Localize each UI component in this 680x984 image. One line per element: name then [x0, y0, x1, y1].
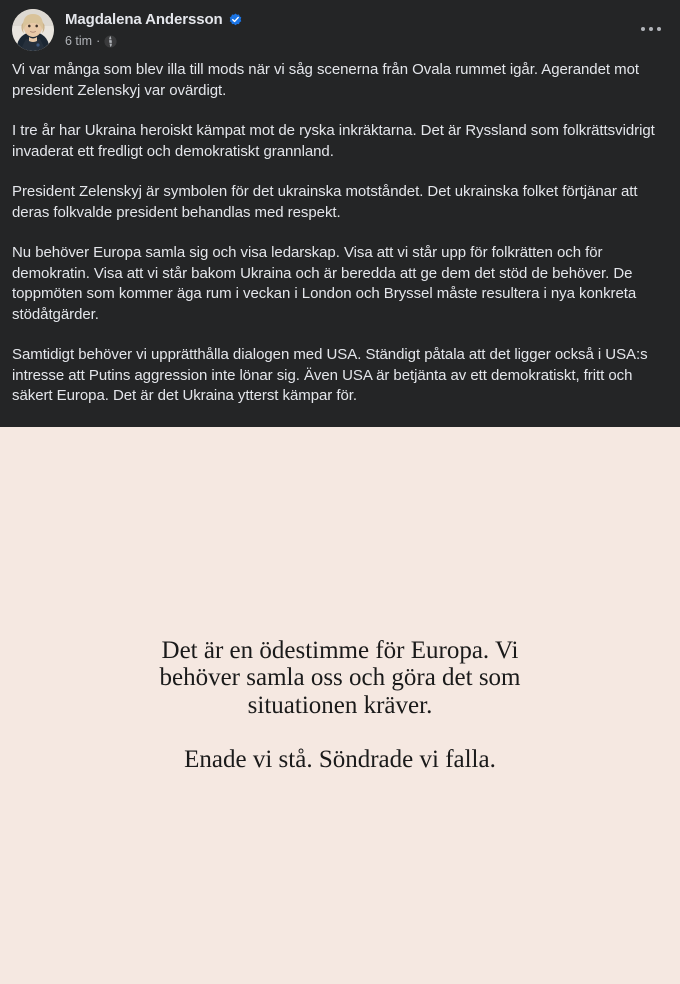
post-paragraph: President Zelenskyj är symbolen för det ukrainska motståndet. Det ukrainska folket förtjänar att deras folkvalde president behandlas med respekt. — [12, 183, 638, 221]
post-timestamp[interactable]: 6 tim — [65, 34, 93, 48]
author-name[interactable]: Magdalena Andersson — [65, 11, 223, 28]
post-paragraph: Nu behöver Europa samla sig och visa ledarskap. Visa att vi står upp för folkrätten och för demokratin. Visa att vi står bakom Ukraina och är beredda att ge dem det stöd de behöver. De toppmöten som kommer äga rum i veckan i London och Bryssel måste resultera i nya konkreta stödåtgärder. — [12, 244, 637, 323]
verified-check-icon — [229, 13, 242, 26]
post-options-menu-button[interactable] — [634, 14, 668, 44]
post-attachment-image[interactable] — [0, 427, 680, 984]
globe-icon[interactable] — [104, 35, 117, 48]
post-header — [0, 0, 680, 58]
ellipsis-dot — [657, 27, 661, 31]
meta-separator: · — [96, 34, 101, 48]
profile-photo-icon — [12, 9, 54, 51]
post-paragraph: Samtidigt behöver vi upprätthålla dialogen med USA. Ständigt påtala att det ligger också i USA:s intresse att Putins aggression inte lönar sig. Även USA är betjänta av ett demokratiskt, fritt och säkert Europa. Det är det Ukraina ytterst kämpar för. — [12, 346, 648, 404]
ellipsis-dot — [649, 27, 653, 31]
post-header-text — [65, 9, 242, 49]
quote-card — [140, 637, 540, 774]
post-meta-row — [65, 33, 242, 49]
avatar[interactable] — [12, 9, 54, 51]
post-paragraph: I tre år har Ukraina heroiskt kämpat mot de ryska inkräktarna. Det är Ryssland som folkrättsvidrigt invaderat ett fredligt och demokratiskt grannland. — [12, 122, 655, 160]
author-row — [65, 10, 242, 29]
post-body — [0, 58, 680, 407]
quote-tagline-text: Enade vi stå. Söndrade vi falla. — [184, 746, 496, 774]
quote-main-text: Det är en ödestimme för Europa. Vi behöver samla oss och göra det som situationen kräver. — [159, 636, 521, 719]
ellipsis-dot — [641, 27, 645, 31]
post-paragraph: Vi var många som blev illa till mods när vi såg scenerna från Ovala rummet igår. Agerandet mot president Zelenskyj var ovärdigt. — [12, 61, 639, 99]
